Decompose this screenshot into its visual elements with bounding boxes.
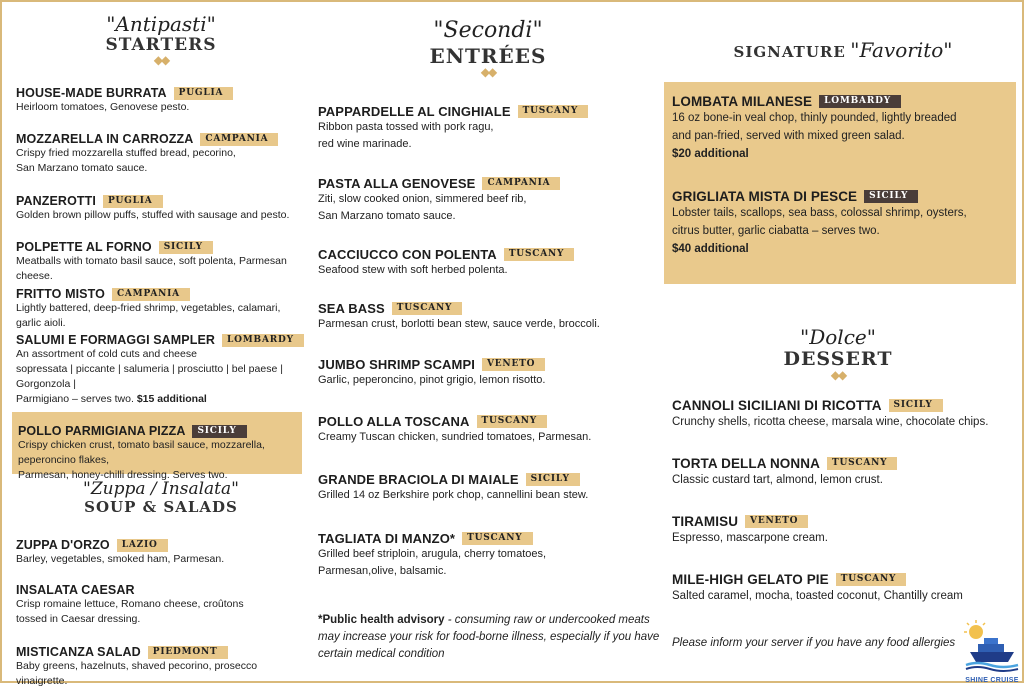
item-name: LOMBATA MILANESE: [672, 94, 813, 109]
entrees-title: ENTRÉES: [429, 44, 547, 68]
item-name: SALUMI E FORMAGGI SAMPLER: [16, 333, 216, 347]
region-tag: CAMPANIA: [112, 288, 190, 301]
item-name: TORTA DELLA NONNA: [672, 456, 820, 471]
item-description: Crisp romaine lettuce, Romano cheese, croûtons: [16, 598, 244, 610]
region-tag: CAMPANIA: [482, 177, 560, 190]
item-description: Espresso, mascarpone cream.: [672, 532, 828, 544]
region-tag: TUSCANY: [836, 573, 906, 586]
region-tag: SICILY: [159, 241, 213, 254]
menu-item: [318, 176, 658, 225]
menu-item: [16, 645, 306, 689]
item-name: PASTA ALLA GENOVESE: [318, 176, 476, 191]
item-description: sopressata | piccante | salumeria | prosciutto | bel paese | Gorgonzola |: [16, 363, 283, 390]
item-description: Parmesan, honey-chilli dressing. Serves two.: [18, 469, 228, 481]
item-name: PANZEROTTI: [16, 194, 96, 208]
entrees-script-title: "Secondi": [433, 18, 543, 43]
item-description: Crunchy shells, ricotta cheese, marsala wine, chocolate chips.: [672, 416, 989, 428]
item-description: Creamy Tuscan chicken, sundried tomatoes, Parmesan.: [318, 431, 592, 443]
menu-item: [318, 104, 658, 153]
item-name: POLPETTE AL FORNO: [16, 240, 152, 254]
item-description: Ribbon pasta tossed with pork ragu,: [318, 121, 494, 133]
item-name: MISTICANZA SALAD: [16, 645, 141, 659]
signature-script-title: "Favorito": [850, 38, 953, 62]
menu-item: [318, 357, 658, 389]
item-name: SEA BASS: [318, 301, 385, 316]
logo-text: SHINE CRUISE: [965, 677, 1019, 684]
soup-title: SOUP & SALADS: [84, 498, 238, 516]
region-tag: TUSCANY: [518, 105, 588, 118]
item-description: Grilled 14 oz Berkshire pork chop, cannellini bean stew.: [318, 489, 589, 501]
menu-item: [318, 531, 658, 580]
item-description: red wine marinade.: [318, 138, 412, 150]
item-name: MOZZARELLA IN CARROZZA: [16, 132, 194, 146]
advisory-text: - consuming raw or undercooked meats may increase your risk for food-borne illness, especially if you have certain medical condition: [318, 614, 660, 660]
menu-item: [318, 472, 658, 504]
menu-item: [672, 514, 1022, 547]
item-description: Golden brown pillow puffs, stuffed with sausage and pesto.: [16, 209, 290, 221]
allergy-note-text: Please inform your server if you have any food allergies: [672, 637, 956, 649]
dessert-script-title: "Dolce": [800, 325, 876, 349]
item-description: Lobster tails, scallops, sea bass, colossal shrimp, oysters,: [672, 207, 967, 219]
item-name: FRITTO MISTO: [16, 287, 105, 301]
item-name: ZUPPA D'ORZO: [16, 538, 110, 552]
item-name: GRANDE BRACIOLA DI MAIALE: [318, 472, 519, 487]
region-tag: CAMPANIA: [200, 133, 278, 146]
item-description: San Marzano tomato sauce.: [318, 210, 456, 222]
menu-item: [16, 583, 306, 627]
region-tag: TUSCANY: [392, 302, 462, 315]
diamond-ornament-icon: ◆◆: [153, 53, 169, 67]
item-name: POLLO PARMIGIANA PIZZA: [18, 424, 186, 438]
region-tag: LOMBARDY: [222, 334, 304, 347]
region-tag: SICILY: [889, 399, 943, 412]
item-description: 16 oz bone-in veal chop, thinly pounded, lightly breaded: [672, 112, 957, 124]
item-name: CACCIUCCO CON POLENTA: [318, 247, 497, 262]
item-description: Garlic, peperoncino, pinot grigio, lemon risotto.: [318, 374, 546, 386]
dessert-section: [668, 2, 1018, 681]
signature-title: SIGNATURE: [733, 43, 846, 61]
item-price: $15 additional: [136, 393, 207, 405]
menu-item: [672, 572, 1022, 605]
region-tag: TUSCANY: [827, 457, 897, 470]
menu-item: [318, 414, 658, 446]
item-price: $20 additional: [672, 148, 749, 160]
starters-script-title: "Antipasti": [106, 12, 216, 36]
item-name: CANNOLI SICILIANI DI RICOTTA: [672, 398, 882, 413]
item-description: Meatballs with tomato basil sauce, soft polenta, Parmesan cheese.: [16, 255, 287, 282]
entrees-header: [318, 20, 658, 78]
item-name: PAPPARDELLE AL CINGHIALE: [318, 104, 511, 119]
item-name: POLLO ALLA TOSCANA: [318, 414, 470, 429]
region-tag: SICILY: [864, 190, 918, 203]
item-description: San Marzano tomato sauce.: [16, 162, 148, 174]
region-tag: LOMBARDY: [819, 95, 901, 108]
item-description: Classic custard tart, almond, lemon crust.: [672, 474, 883, 486]
region-tag: TUSCANY: [477, 415, 547, 428]
item-description: Grilled beef striploin, arugula, cherry tomatoes,: [318, 548, 547, 560]
item-name: INSALATA CAESAR: [16, 583, 135, 597]
item-description: Barley, vegetables, smoked ham, Parmesan.: [16, 553, 225, 565]
region-tag: TUSCANY: [462, 532, 532, 545]
menu-item: [672, 456, 1022, 489]
column-middle: [318, 2, 658, 681]
item-name: TAGLIATA DI MANZO*: [318, 531, 456, 546]
advisory-heading: *Public health advisory: [318, 614, 445, 626]
item-name: HOUSE-MADE BURRATA: [16, 86, 167, 100]
item-description: Lightly battered, deep-fried shrimp, vegetables, calamari, garlic aioli.: [16, 302, 281, 329]
menu-item: [672, 398, 1022, 431]
item-description: Salted caramel, mocha, toasted coconut, Chantilly cream: [672, 590, 963, 602]
item-description: Crispy fried mozzarella stuffed bread, pecorino,: [16, 147, 236, 159]
region-tag: TUSCANY: [504, 248, 574, 261]
item-description: Crispy chicken crust, tomato basil sauce, mozzarella, peperoncino flakes,: [18, 439, 265, 466]
item-description: Parmesan crust, borlotti bean stew, sauce verde, broccoli.: [318, 318, 600, 330]
region-tag: SICILY: [192, 425, 246, 438]
item-description: Seafood stew with soft herbed polenta.: [318, 264, 508, 276]
item-description: Parmesan,olive, balsamic.: [318, 565, 447, 577]
region-tag: PUGLIA: [174, 87, 234, 100]
item-description: Baby greens, hazelnuts, shaved pecorino, prosecco vinaigrette.: [16, 660, 258, 687]
item-description: Parmigiano – serves two.: [16, 393, 134, 405]
diamond-ornament-icon: ◆◆: [830, 368, 846, 382]
dessert-header: [668, 327, 1008, 381]
region-tag: LAZIO: [117, 539, 168, 552]
item-name: MILE-HIGH GELATO PIE: [672, 572, 829, 587]
item-price: $40 additional: [672, 243, 749, 255]
cruise-ship-logo-icon: [962, 618, 1022, 682]
soup-header: [16, 481, 306, 515]
soup-salad-section: [16, 2, 306, 687]
item-description: Ziti, slow cooked onion, simmered beef rib,: [318, 193, 527, 205]
item-name: JUMBO SHRIMP SCAMPI: [318, 357, 475, 372]
region-tag: VENETO: [745, 515, 808, 528]
item-name: GRIGLIATA MISTA DI PESCE: [672, 189, 858, 204]
item-description: Heirloom tomatoes, Genovese pesto.: [16, 101, 190, 113]
dessert-title: DESSERT: [783, 348, 893, 370]
region-tag: VENETO: [482, 358, 545, 371]
region-tag: PIEDMONT: [148, 646, 228, 659]
item-description: An assortment of cold cuts and cheese: [16, 348, 197, 360]
menu-item: [318, 247, 658, 279]
region-tag: SICILY: [526, 473, 580, 486]
menu-item: [318, 301, 658, 333]
soup-script-title: "Zuppa / Insalata": [83, 479, 239, 499]
menu-item: [16, 538, 306, 567]
region-tag: PUGLIA: [103, 195, 163, 208]
item-description: and pan-fried, served with mixed green salad.: [672, 130, 905, 142]
health-advisory: [318, 612, 663, 663]
diamond-ornament-icon: ◆◆: [480, 65, 496, 79]
item-description: citrus butter, garlic ciabatta – serves two.: [672, 225, 880, 237]
starters-title: STARTERS: [105, 35, 217, 55]
item-name: TIRAMISU: [672, 514, 739, 529]
item-description: tossed in Caesar dressing.: [16, 613, 141, 625]
